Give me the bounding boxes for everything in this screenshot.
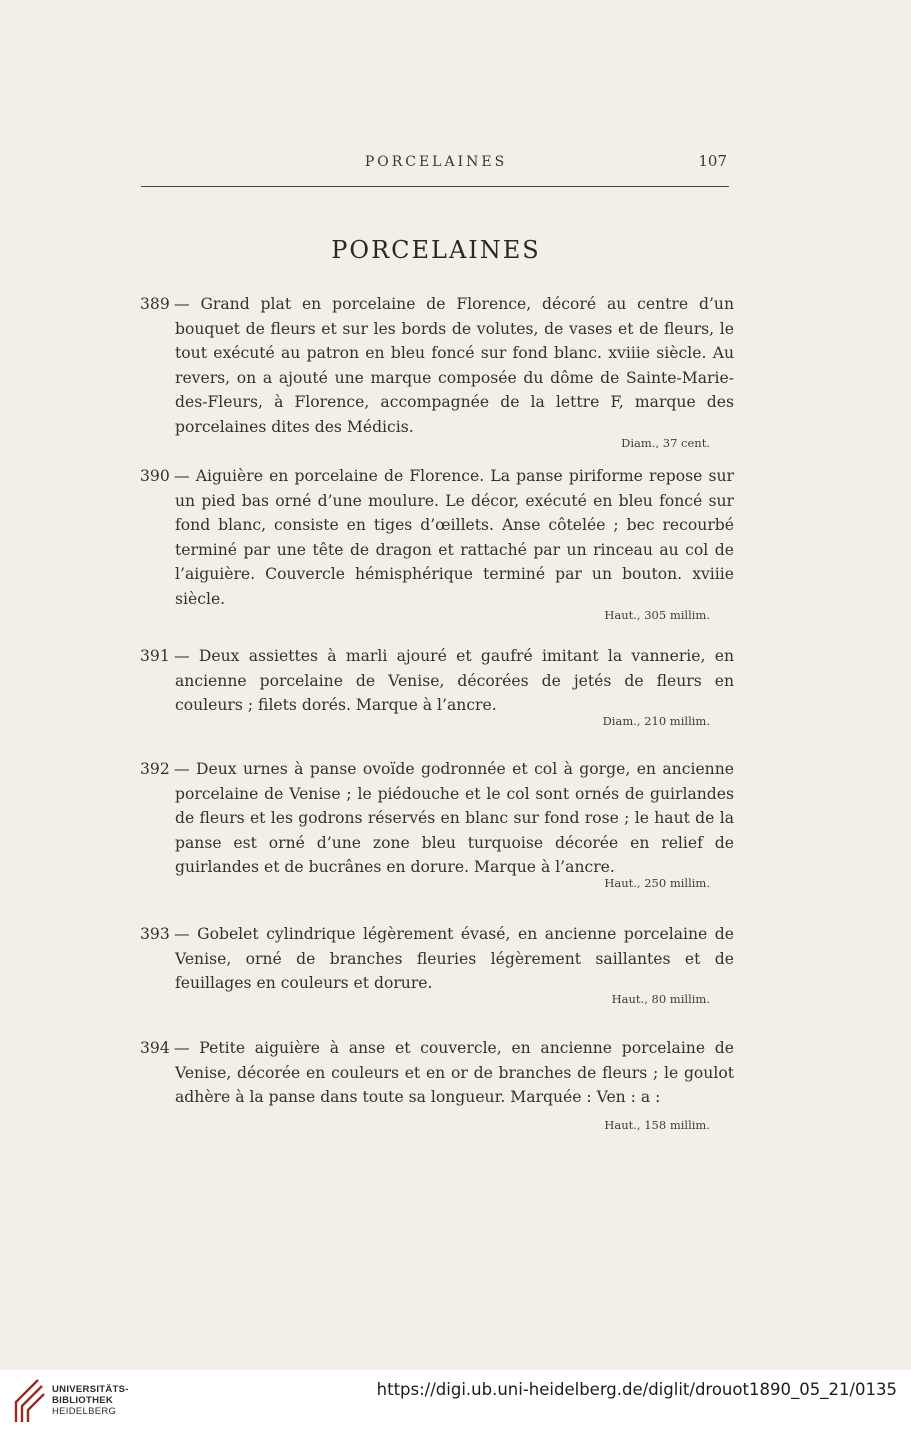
lot-text: — Gobelet cylindrique légèrement évasé, en ancienne porcelaine de Venise, orné de branches fleuries légèrement saillantes et de feuillages en couleurs et dorure.	[174, 925, 734, 993]
lot-entry	[140, 757, 734, 890]
lot-description	[140, 464, 734, 612]
lot-dimension: Diam., 210 millim.	[602, 713, 710, 728]
lot-description	[140, 922, 734, 996]
lot-number: 392	[140, 760, 170, 778]
section-title: PORCELAINES	[331, 236, 541, 264]
lot-number: 391	[140, 647, 170, 665]
running-title: PORCELAINES	[364, 154, 508, 170]
lot-entry	[140, 292, 734, 450]
lot-number: 394	[140, 1039, 170, 1057]
running-head	[141, 152, 731, 176]
institution-name	[52, 1384, 129, 1417]
university-logo-icon	[8, 1376, 46, 1426]
lot-dimension: Haut., 250 millim.	[604, 875, 710, 890]
lot-description	[140, 292, 734, 440]
lot-entry	[140, 464, 734, 622]
lot-dimension: Haut., 305 millim.	[604, 607, 710, 622]
source-url-link[interactable]: https://digi.ub.uni-heidelberg.de/diglit/drouot1890_05_21/0135	[376, 1380, 897, 1399]
page-number: 107	[698, 152, 727, 170]
lot-dimension: Haut., 158 millim.	[604, 1117, 710, 1132]
lot-entry	[140, 1036, 734, 1132]
lot-number: 390	[140, 467, 170, 485]
lot-description	[140, 757, 734, 880]
lot-description	[140, 644, 734, 718]
institution-line: BIBLIOTHEK	[52, 1395, 114, 1406]
lot-text: — Deux urnes à panse ovoïde godronnée et col à gorge, en ancienne porcelaine de Venise ; le piédouche et le col sont ornés de guirlandes de fleurs et les godrons réservés en blanc sur fond rose ; le haut de la panse est orné d’une zone bleu turquoise décorée en relief de guirlandes et de bucrânes en dorure. Marque à l’ancre.	[174, 760, 734, 877]
lot-text: — Grand plat en porcelaine de Florence, décoré au centre d’un bouquet de fleurs et sur les bords de volutes, de vases et de fleurs, le tout exécuté au patron en bleu foncé sur fond blanc. xviiie siècle. Au revers, on a ajouté une marque composée du dôme de Sainte-Marie-des-Fleurs, à Florence, accompagnée de la lettre F, marque des porcelaines dites des Médicis.	[174, 295, 734, 436]
lot-text: — Aiguière en porcelaine de Florence. La panse piriforme repose sur un pied bas orné d’une moulure. Le décor, exécuté en bleu foncé sur fond blanc, consiste en tiges d’œillets. Anse côtelée ; bec recourbé terminé par une tête de dragon et rattaché par un rinceau au col de l’aiguière. Couvercle hémisphérique terminé par un bouton. xviiie siècle.	[174, 467, 734, 608]
lot-entry	[140, 644, 734, 728]
lot-dimension: Diam., 37 cent.	[621, 435, 710, 450]
header-rule	[141, 186, 729, 187]
lot-text: — Petite aiguière à anse et couvercle, en ancienne porcelaine de Venise, décorée en couleurs et en or de branches de fleurs ; le goulot adhère à la panse dans toute sa longueur. Marquée : Ven : a :	[174, 1039, 734, 1107]
lot-number: 389	[140, 295, 170, 313]
lot-dimension: Haut., 80 millim.	[611, 991, 710, 1006]
lot-description	[140, 1036, 734, 1110]
institution-line: UNIVERSITÄTS-	[52, 1384, 129, 1395]
lot-entry	[140, 922, 734, 1006]
institution-line: HEIDELBERG	[52, 1406, 117, 1417]
lot-number: 393	[140, 925, 170, 943]
lot-text: — Deux assiettes à marli ajouré et gaufré imitant la vannerie, en ancienne porcelaine de Venise, décorées de jetés de fleurs en couleurs ; filets dorés. Marque à l’ancre.	[174, 647, 734, 715]
